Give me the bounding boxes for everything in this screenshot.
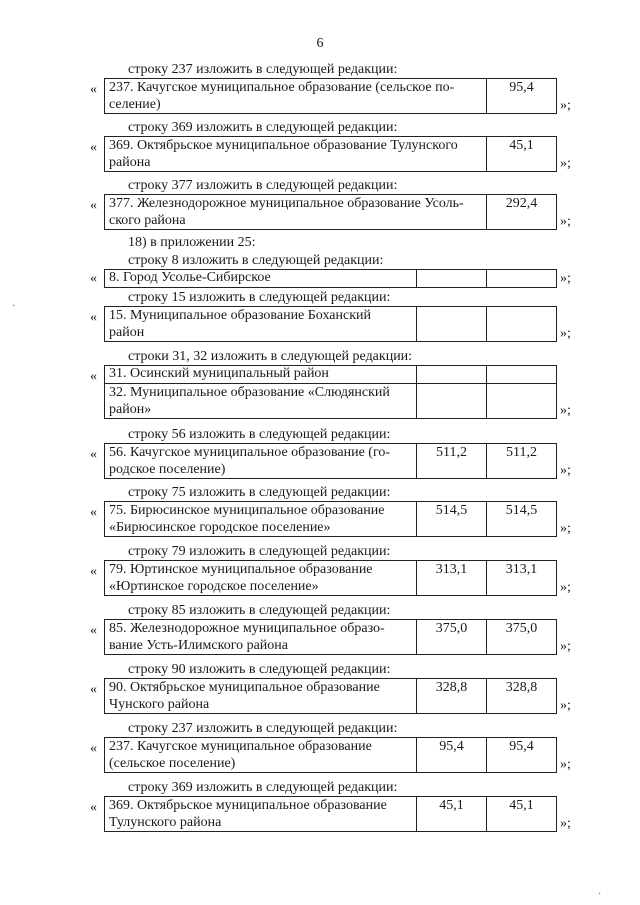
instruction-text: строки 31, 32 изложить в следующей редакции: [128, 349, 413, 364]
row-value-cell [487, 366, 557, 384]
instruction-text: строку 75 изложить в следующей редакции: [128, 485, 391, 500]
row-name-cell: 369. Октябрьское муниципальное образование Тулунского района [105, 797, 417, 832]
row-value-cell [487, 270, 557, 288]
close-quote: »; [560, 326, 571, 341]
open-quote: « [90, 369, 97, 384]
instruction-text: строку 377 изложить в следующей редакции: [128, 178, 398, 193]
close-quote: »; [560, 156, 571, 171]
open-quote: « [90, 140, 97, 155]
row-value-cell [487, 307, 557, 342]
row-value-cell: 375,0 [487, 620, 557, 655]
row-value-cell: 313,1 [487, 561, 557, 596]
open-quote: « [90, 800, 97, 815]
row-value-cell [417, 366, 487, 384]
row-value-cell: 45,1 [487, 797, 557, 832]
table-row [0, 619, 640, 655]
table-row [0, 796, 640, 832]
row-value-cell: 95,4 [487, 738, 557, 773]
row-value-cell: 45,1 [417, 797, 487, 832]
table-row [0, 560, 640, 596]
row-name-cell: 31. Осинский муниципальный район [105, 366, 417, 384]
row-value-cell: 313,1 [417, 561, 487, 596]
table-row [0, 678, 640, 714]
table-row [0, 136, 640, 172]
instruction-text: строку 85 изложить в следующей редакции: [128, 603, 391, 618]
amendment-block-237 [0, 61, 640, 114]
page-number: 6 [316, 36, 324, 51]
instruction-text: строку 369 изложить в следующей редакции: [128, 780, 398, 795]
open-quote: « [90, 505, 97, 520]
row-name-cell: 79. Юртинское муниципальное образование «Юртинское городское поселение» [105, 561, 417, 596]
row-value-cell: 511,2 [417, 444, 487, 479]
instruction-text: строку 79 изложить в следующей редакции: [128, 544, 391, 559]
amendment-block-85 [0, 602, 640, 655]
open-quote: « [90, 741, 97, 756]
row-value-cell: 511,2 [487, 444, 557, 479]
amendment-block-15 [0, 289, 640, 342]
row-name-cell: 369. Октябрьское муниципальное образование Тулунского района [105, 137, 487, 172]
scan-speck: · [598, 889, 602, 900]
table-row [0, 443, 640, 479]
row-value-cell [417, 270, 487, 288]
instruction-text: строку 56 изложить в следующей редакции: [128, 427, 391, 442]
appendix-heading-text: 18) в приложении 25: [128, 235, 256, 250]
open-quote: « [90, 310, 97, 325]
row-value-cell: 95,4 [417, 738, 487, 773]
row-value-cell: 328,8 [417, 679, 487, 714]
row-name-cell: 56. Качугское муниципальное образование (го- родское поселение) [105, 444, 417, 479]
open-quote: « [90, 682, 97, 697]
open-quote: « [90, 198, 97, 213]
scan-speck: · [12, 301, 16, 312]
amendment-block-369-b [0, 779, 640, 832]
row-value-cell: 514,5 [417, 502, 487, 537]
amendment-block-31-32 [0, 348, 640, 419]
row-name-cell: 85. Железнодорожное муниципальное образо- вание Усть-Илимского района [105, 620, 417, 655]
row-name-cell: 237. Качугское муниципальное образование (сельское поселение) [105, 738, 417, 773]
amendment-block-369 [0, 119, 640, 172]
row-value-cell: 514,5 [487, 502, 557, 537]
row-value-cell: 328,8 [487, 679, 557, 714]
close-quote: »; [560, 271, 571, 286]
table-row-group [0, 365, 640, 419]
close-quote: »; [560, 463, 571, 478]
close-quote: »; [560, 698, 571, 713]
appendix-heading [0, 234, 640, 251]
instruction-text: строку 90 изложить в следующей редакции: [128, 662, 391, 677]
open-quote: « [90, 623, 97, 638]
open-quote: « [90, 564, 97, 579]
row-name-cell: 15. Муниципальное образование Боханский район [105, 307, 417, 342]
instruction-text: строку 15 изложить в следующей редакции: [128, 290, 391, 305]
row-name-cell: 237. Качугское муниципальное образование (сельское по- селение) [105, 79, 487, 114]
amendment-block-79 [0, 543, 640, 596]
row-value-cell [417, 384, 487, 419]
table-row [0, 78, 640, 114]
instruction-text: строку 237 изложить в следующей редакции: [128, 721, 398, 736]
amendment-block-237-b [0, 720, 640, 773]
amendment-block-377 [0, 177, 640, 230]
instruction-text: строку 8 изложить в следующей редакции: [128, 253, 384, 268]
row-value-cell [487, 384, 557, 419]
amendment-block-75 [0, 484, 640, 537]
amendment-block-8 [0, 252, 640, 287]
close-quote: »; [560, 757, 571, 772]
table-row [0, 737, 640, 773]
open-quote: « [90, 82, 97, 97]
row-value-cell: 292,4 [487, 195, 557, 230]
open-quote: « [90, 447, 97, 462]
row-value-cell: 95,4 [487, 79, 557, 114]
close-quote: »; [560, 521, 571, 536]
row-value-cell: 45,1 [487, 137, 557, 172]
row-name-cell: 90. Октябрьское муниципальное образование Чунского района [105, 679, 417, 714]
table-row [0, 306, 640, 342]
close-quote: »; [560, 403, 571, 418]
row-value-cell [417, 307, 487, 342]
row-name-cell: 75. Бирюсинское муниципальное образование «Бирюсинское городское поселение» [105, 502, 417, 537]
close-quote: »; [560, 816, 571, 831]
close-quote: »; [560, 639, 571, 654]
close-quote: »; [560, 214, 571, 229]
amendment-block-56 [0, 426, 640, 479]
amendment-block-90 [0, 661, 640, 714]
close-quote: »; [560, 98, 571, 113]
table-row [0, 501, 640, 537]
row-value-cell: 375,0 [417, 620, 487, 655]
close-quote: »; [560, 580, 571, 595]
open-quote: « [90, 271, 97, 286]
table-row [0, 269, 640, 287]
table-row [0, 194, 640, 230]
instruction-text: строку 369 изложить в следующей редакции: [128, 120, 398, 135]
row-name-cell: 32. Муниципальное образование «Слюдянский район» [105, 384, 417, 419]
instruction-text: строку 237 изложить в следующей редакции: [128, 62, 398, 77]
row-name-cell: 8. Город Усолье-Сибирское [105, 270, 417, 288]
row-name-cell: 377. Железнодорожное муниципальное образование Усоль- ского района [105, 195, 487, 230]
